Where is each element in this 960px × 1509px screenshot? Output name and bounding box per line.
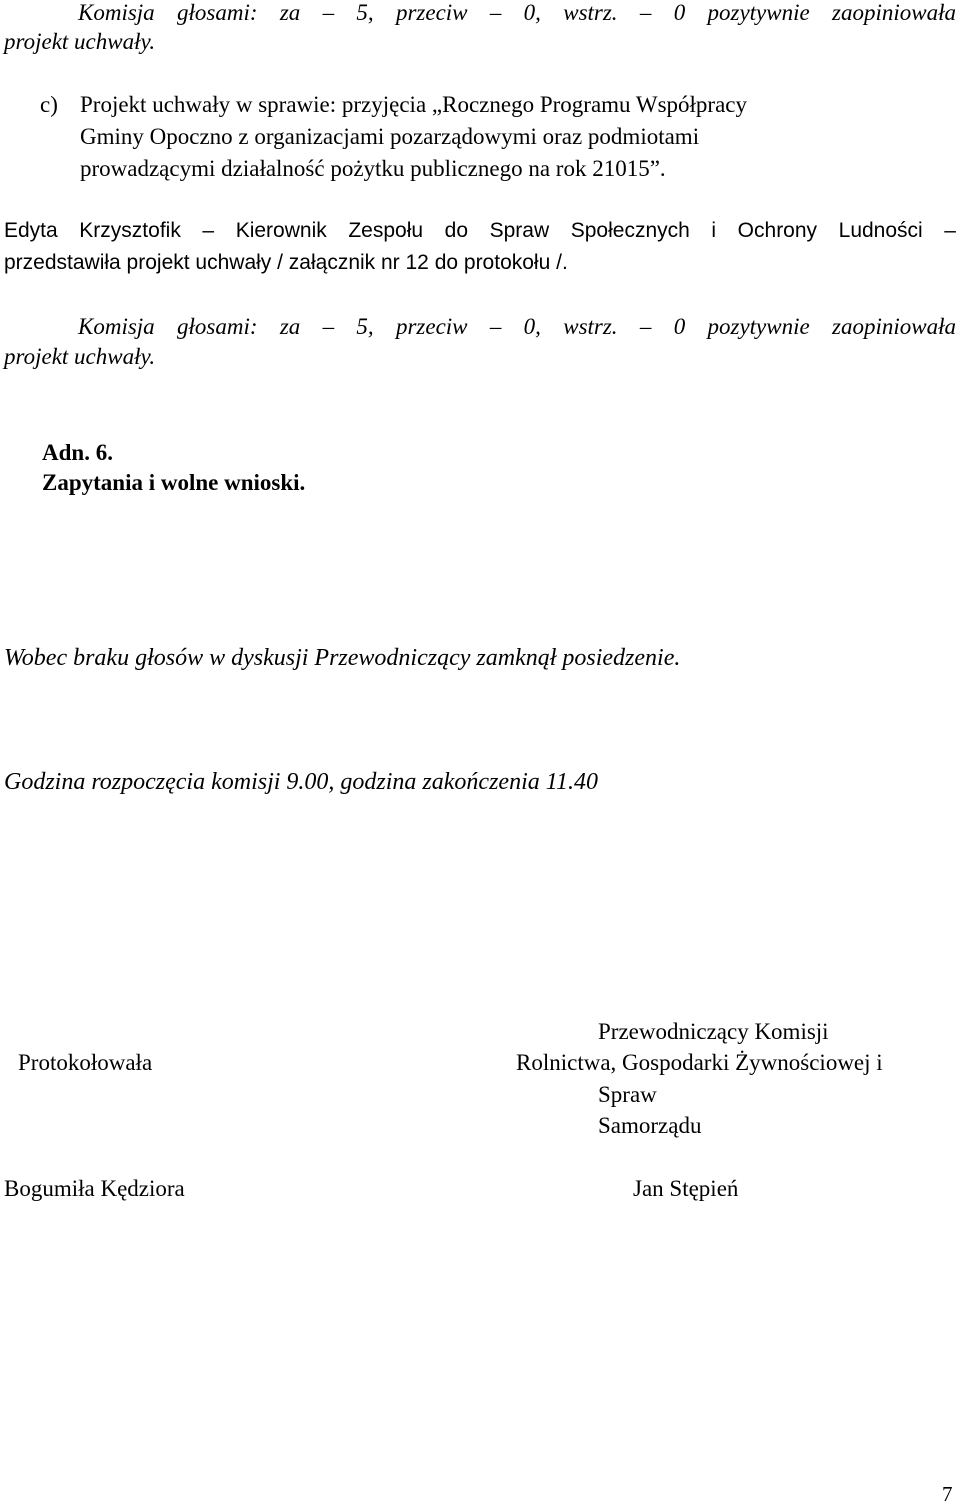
agenda-item-number: Adn. 6. (42, 440, 113, 465)
right-signature-role-line3: Spraw (598, 1082, 657, 1107)
page-number: 7 (942, 1482, 953, 1506)
left-signature-role: Protokołowała (18, 1050, 153, 1075)
right-signature-role-line1: Przewodniczący Komisji (598, 1019, 829, 1044)
right-signature-role-line4: Samorządu (598, 1113, 702, 1138)
item-c-line2: Gminy Opoczno z organizacjami pozarządowymi oraz podmiotami (80, 124, 700, 149)
committee-vote-1-line1: Komisja głosami: za – 5, przeciw – 0, wstrz. – 0 pozytywnie zaopiniowała (78, 0, 956, 25)
closing-note: Wobec braku głosów w dyskusji Przewodniczący zamknął posiedzenie. (4, 645, 681, 671)
item-c-line3: prowadzącymi działalność pożytku publicznego na rok 21015”. (80, 156, 666, 181)
presenter-line1: Edyta Krzysztofik – Kierownik Zespołu do Spraw Społecznych i Ochrony Ludności – (4, 219, 956, 242)
committee-vote-2-line1: Komisja głosami: za – 5, przeciw – 0, wstrz. – 0 pozytywnie zaopiniowała (78, 314, 956, 339)
item-c-marker: c) (40, 92, 58, 117)
right-signature-role-line2: Rolnictwa, Gospodarki Żywnościowej i (516, 1050, 883, 1075)
agenda-item-title: Zapytania i wolne wnioski. (42, 470, 306, 495)
right-signature-name: Jan Stępień (633, 1176, 739, 1201)
committee-vote-2-line2: projekt uchwały. (4, 344, 156, 369)
presenter-line2: przedstawiła projekt uchwały / załącznik nr 12 do protokołu /. (4, 251, 568, 274)
session-times: Godzina rozpoczęcia komisji 9.00, godzina zakończenia 11.40 (4, 769, 598, 795)
left-signature-name: Bogumiła Kędziora (4, 1176, 185, 1201)
committee-vote-1-line2: projekt uchwały. (4, 29, 156, 54)
item-c-line1: Projekt uchwały w sprawie: przyjęcia „Rocznego Programu Współpracy (80, 92, 747, 117)
